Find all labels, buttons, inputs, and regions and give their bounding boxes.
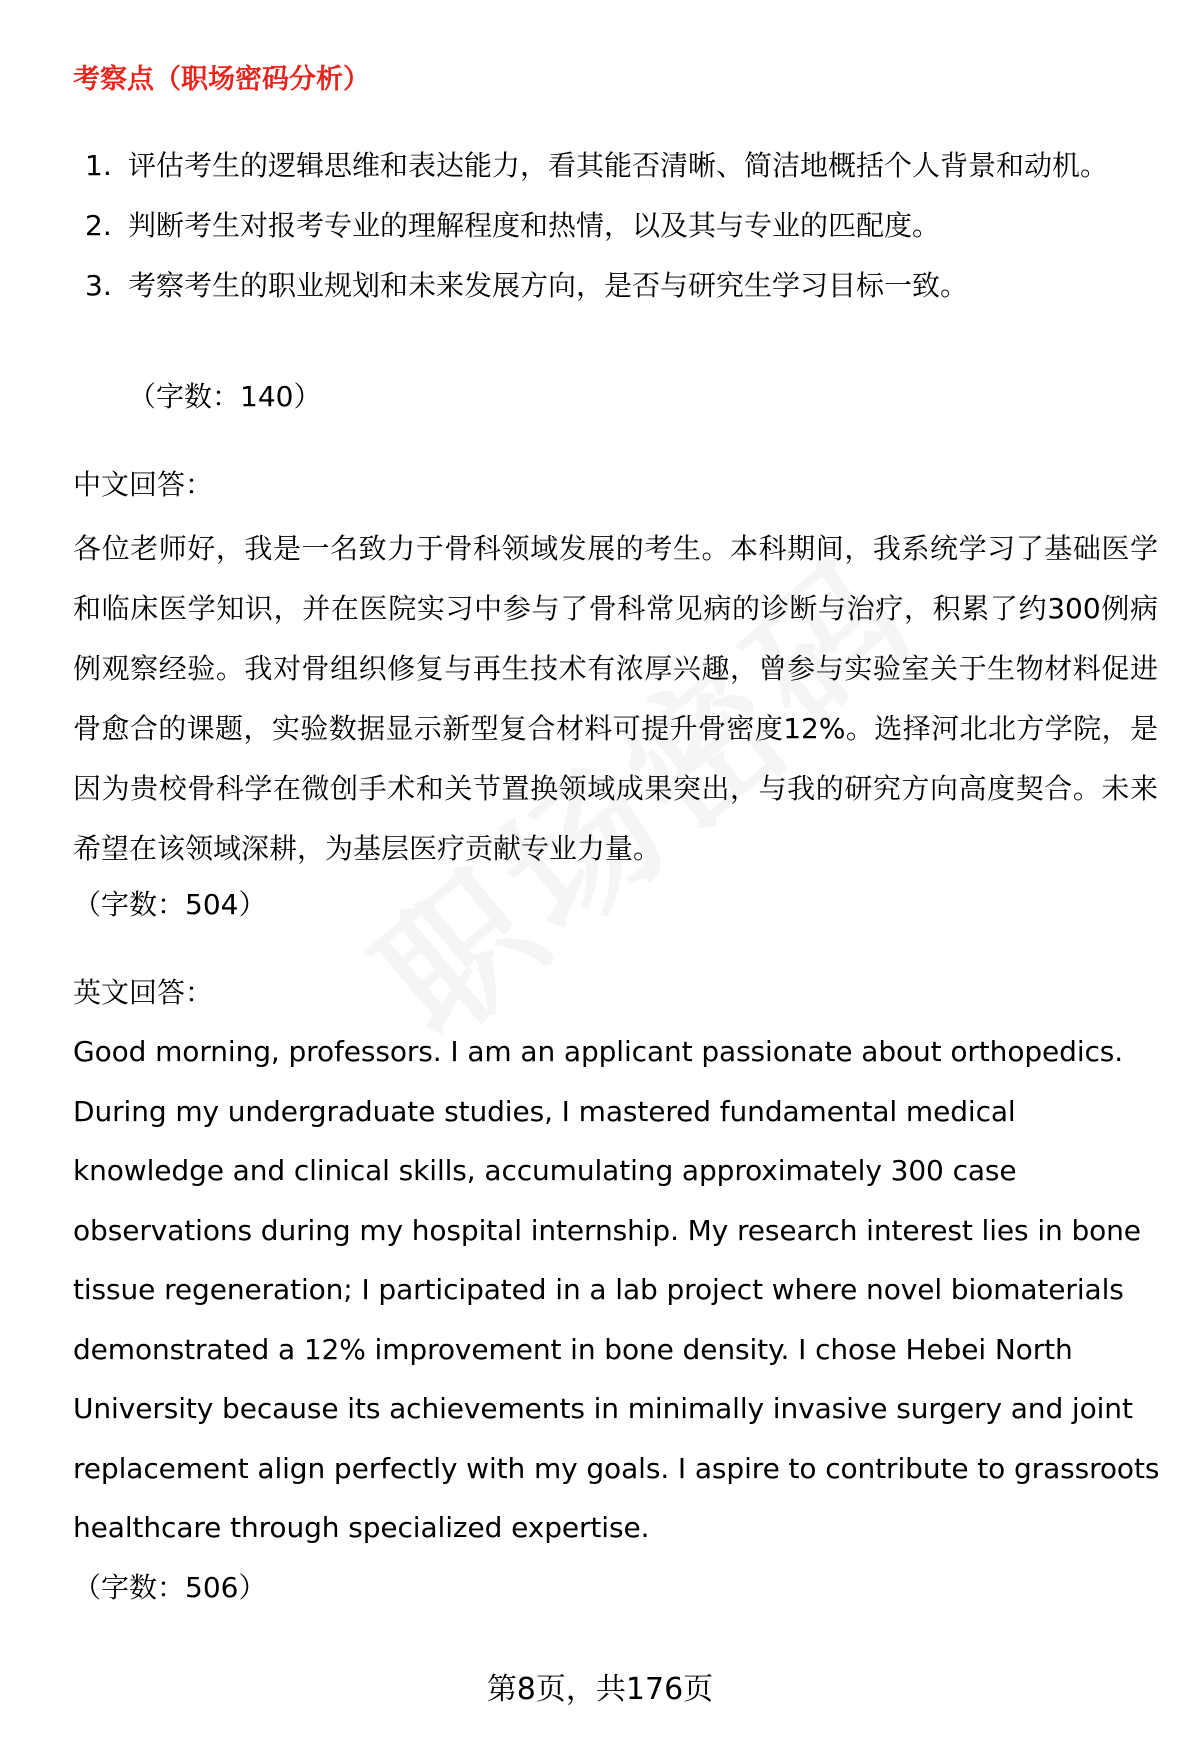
list-text: 评估考生的逻辑思维和表达能力，看其能否清晰、简洁地概括个人背景和动机。 bbox=[128, 149, 1109, 182]
points-word-count: （字数：140） bbox=[128, 380, 322, 413]
list-number: 2. bbox=[85, 209, 112, 242]
chinese-answer-heading: 中文回答： bbox=[73, 468, 214, 501]
list-text: 考察考生的职业规划和未来发展方向，是否与研究生学习目标一致。 bbox=[128, 269, 969, 302]
page-footer: 第8页，共176页 bbox=[486, 1672, 714, 1707]
assessment-list bbox=[85, 136, 1145, 316]
english-word-count: （字数：506） bbox=[73, 1571, 267, 1604]
list-item bbox=[85, 136, 1145, 196]
section-title: 考察点（职场密码分析） bbox=[73, 64, 370, 95]
list-number: 3. bbox=[85, 269, 112, 302]
english-answer-heading: 英文回答： bbox=[73, 976, 214, 1009]
list-text: 判断考生对报考专业的理解程度和热情，以及其与专业的匹配度。 bbox=[128, 209, 941, 242]
list-item bbox=[85, 256, 1145, 316]
chinese-answer-body: 各位老师好，我是一名致力于骨科领域发展的考生。本科期间，我系统学习了基础医学和临床医学知识，并在医院实习中参与了骨科常见病的诊断与治疗，积累了约300例病例观察经验。我对骨组织修复与再生技术有浓厚兴趣，曾参与实验室关于生物材料促进骨愈合的课题，实验数据显示新型复合材料可提升骨密度12%。选择河北北方学院，是因为贵校骨科学在微创手术和关节置换领域成果突出，与我的研究方向高度契合。未来希望在该领域深耕，为基层医疗贡献专业力量。 bbox=[73, 532, 1158, 865]
english-answer-body: Good morning, professors. I am an applicant passionate about orthopedics. During my undergraduate studies, I mastered fundamental medical knowledge and clinical skills, accumulating approximately 300 case observations during my hospital internship. My research interest lies in bone tissue regeneration; I participated in a lab project where novel biomaterials demonstrated a 12% improvement in bone density. I chose Hebei North University because its achievements in minimally invasive surgery and joint replacement align perfectly with my goals. I aspire to contribute to grassroots healthcare through specialized expertise. bbox=[73, 1035, 1160, 1544]
list-item bbox=[85, 196, 1145, 256]
chinese-word-count: （字数：504） bbox=[73, 888, 267, 921]
list-number: 1. bbox=[85, 149, 112, 182]
